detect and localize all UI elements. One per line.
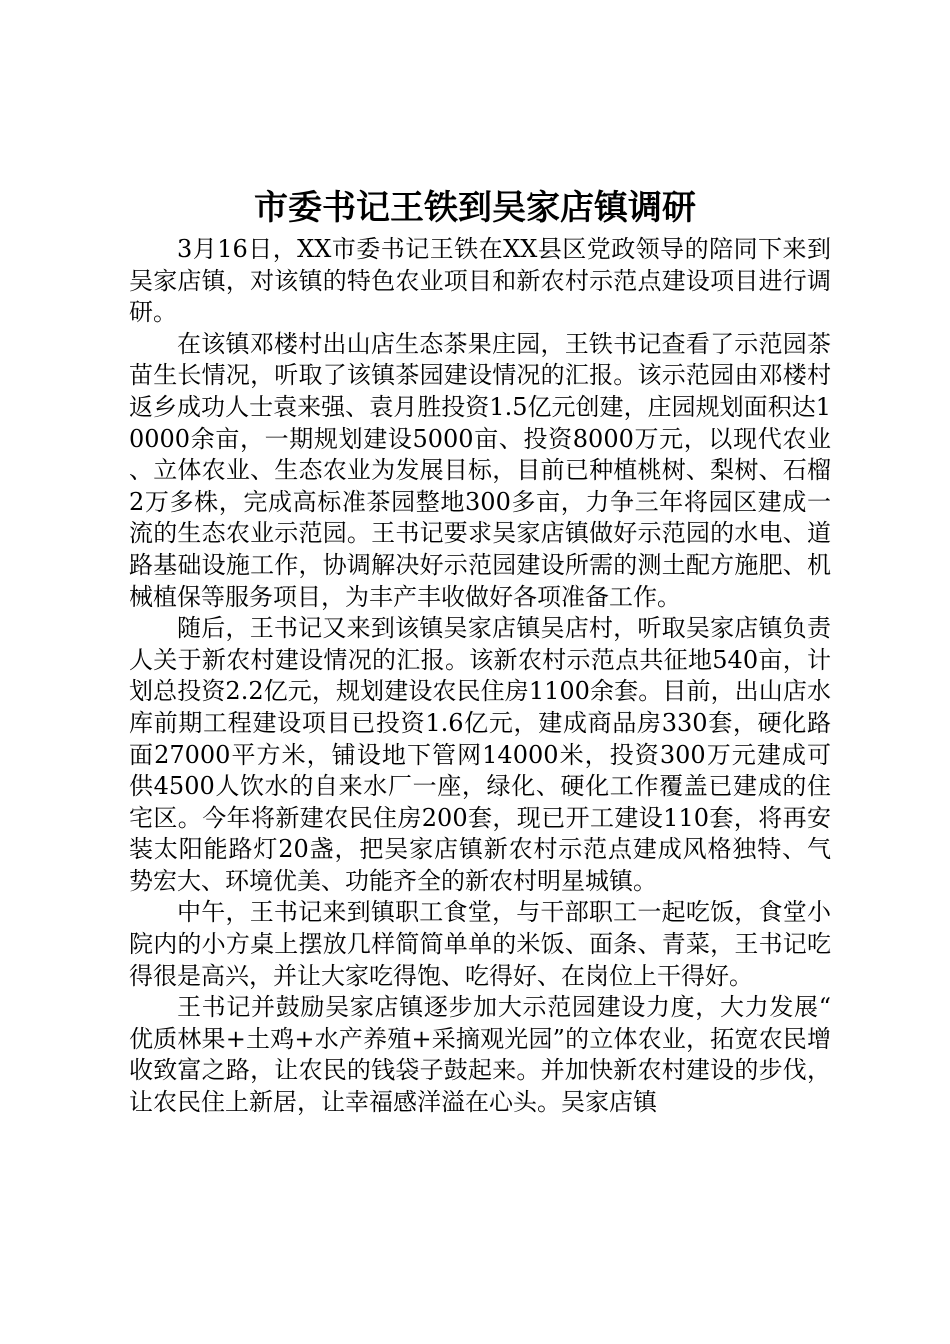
paragraph: 王书记并鼓励吴家店镇逐步加大示范园建设力度，大力发展“优质林果+土鸡+水产养殖+采摘观光园”的立体农业，拓宽农民增收致富之路，让农民的钱袋子鼓起来。并加快新农村建设的步伐，让农民住上新居，让幸福感洋溢在心头。吴家店镇 [129, 993, 831, 1117]
paragraph: 在该镇邓楼村出山店生态茶果庄园，王铁书记查看了示范园茶苗生长情况，听取了该镇茶园建设情况的汇报。该示范园由邓楼村返乡成功人士袁来强、袁月胜投资1.5亿元创建，庄园规划面积达10000余亩，一期规划建设5000亩、投资8000万元，以现代农业、立体农业、生态农业为发展目标，目前已种植桃树、梨树、石榴2万多株，完成高标准茶园整地300多亩，力争三年将园区建成一流的生态农业示范园。王书记要求吴家店镇做好示范园的水电、道路基础设施工作，协调解决好示范园建设所需的测土配方施肥、机械植保等服务项目，为丰产丰收做好各项准备工作。 [129, 329, 831, 611]
document-title: 市委书记王铁到吴家店镇调研 [254, 188, 696, 228]
paragraph: 随后，王书记又来到该镇吴家店镇吴店村，听取吴家店镇负责人关于新农村建设情况的汇报。该新农村示范点共征地540亩，计划总投资2.2亿元，规划建设农民住房1100余套。目前，出山店水库前期工程建设项目已投资1.6亿元，建成商品房330套，硬化路面27000平方米，铺设地下管网14000米，投资300万元建成可供4500人饮水的自来水厂一座，绿化、硬化工作覆盖已建成的住宅区。今年将新建农民住房200套，现已开工建设110套，将再安装太阳能路灯20盏，把吴家店镇新农村示范点建成风格独特、气势宏大、环境优美、功能齐全的新农村明星城镇。 [129, 614, 831, 895]
paragraph: 中午，王书记来到镇职工食堂，与干部职工一起吃饭，食堂小院内的小方桌上摆放几样简简单单的米饭、面条、青菜，王书记吃得很是高兴，并让大家吃得饱、吃得好、在岗位上干得好。 [129, 898, 831, 990]
paragraph: 3月16日，XX市委书记王铁在XX县区党政领导的陪同下来到吴家店镇，对该镇的特色农业项目和新农村示范点建设项目进行调研。 [129, 235, 831, 327]
document-body [129, 234, 831, 1119]
